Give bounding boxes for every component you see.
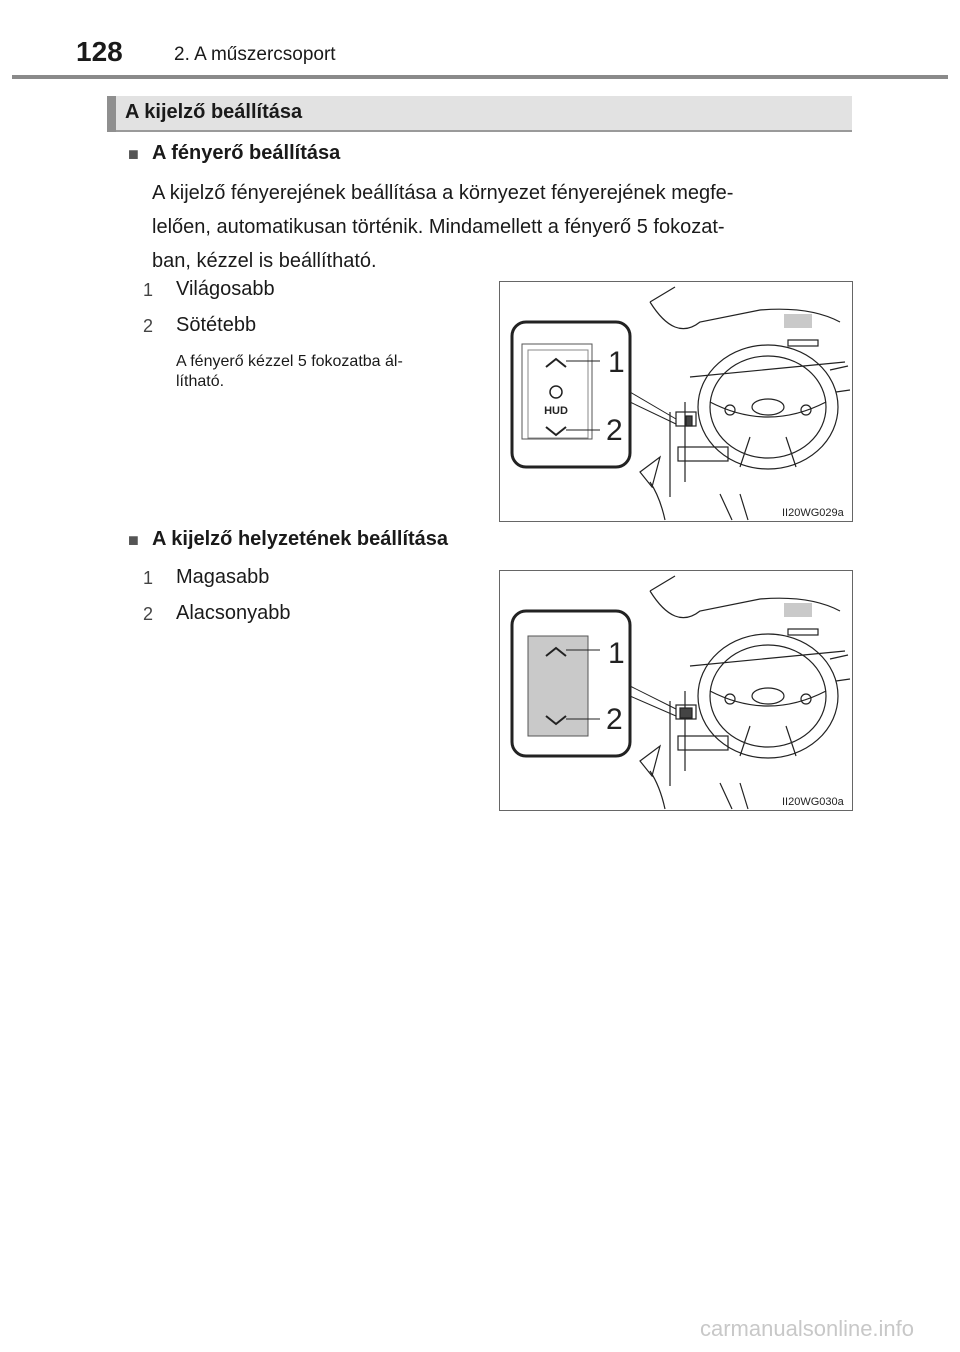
callout-2: 2 xyxy=(606,414,623,447)
figure-position xyxy=(499,570,853,811)
brightness-paragraph xyxy=(152,176,852,278)
callout-1: 1 xyxy=(608,637,625,670)
callout-1: 1 xyxy=(608,346,625,379)
figure-code: II20WG029a xyxy=(782,507,844,519)
figure-brightness xyxy=(499,281,853,522)
figure-code: II20WG030a xyxy=(782,796,844,808)
section-bar xyxy=(107,96,852,132)
note-line: lítható. xyxy=(176,373,225,390)
square-bullet-icon: ■ xyxy=(128,530,139,550)
item-number: 1 xyxy=(143,280,154,300)
header-rule xyxy=(12,75,948,79)
item-label-higher: Magasabb xyxy=(176,566,270,588)
brightness-heading: A fényerő beállítása xyxy=(152,142,341,164)
page-number: 128 xyxy=(76,36,123,67)
square-bullet-icon: ■ xyxy=(128,144,139,164)
dashboard-illustration xyxy=(500,571,852,810)
chapter-title: 2. A műszercsoport xyxy=(174,44,336,65)
paragraph-line: lelően, automatikusan történik. Mindamellett a fényerő 5 fokozat- xyxy=(152,216,725,238)
section-title: A kijelző beállítása xyxy=(125,101,303,123)
item-number: 2 xyxy=(143,316,154,336)
item-label-brighter: Világosabb xyxy=(176,278,275,300)
paragraph-line: ban, kézzel is beállítható. xyxy=(152,250,377,272)
hud-switch-label: HUD xyxy=(544,405,568,417)
item-number: 2 xyxy=(143,604,154,624)
dashboard-illustration xyxy=(500,282,852,521)
item-label-darker: Sötétebb xyxy=(176,314,257,336)
brightness-note xyxy=(176,352,476,392)
position-heading: A kijelző helyzetének beállítása xyxy=(152,528,449,550)
note-line: A fényerő kézzel 5 fokozatba ál- xyxy=(176,353,403,370)
item-label-lower: Alacsonyabb xyxy=(176,602,291,624)
paragraph-line: A kijelző fényerejének beállítása a környezet fényerejének megfe- xyxy=(152,182,734,204)
callout-2: 2 xyxy=(606,703,623,736)
section-bar-accent xyxy=(107,96,116,132)
watermark: carmanualsonline.info xyxy=(700,1316,915,1341)
item-number: 1 xyxy=(143,568,154,588)
